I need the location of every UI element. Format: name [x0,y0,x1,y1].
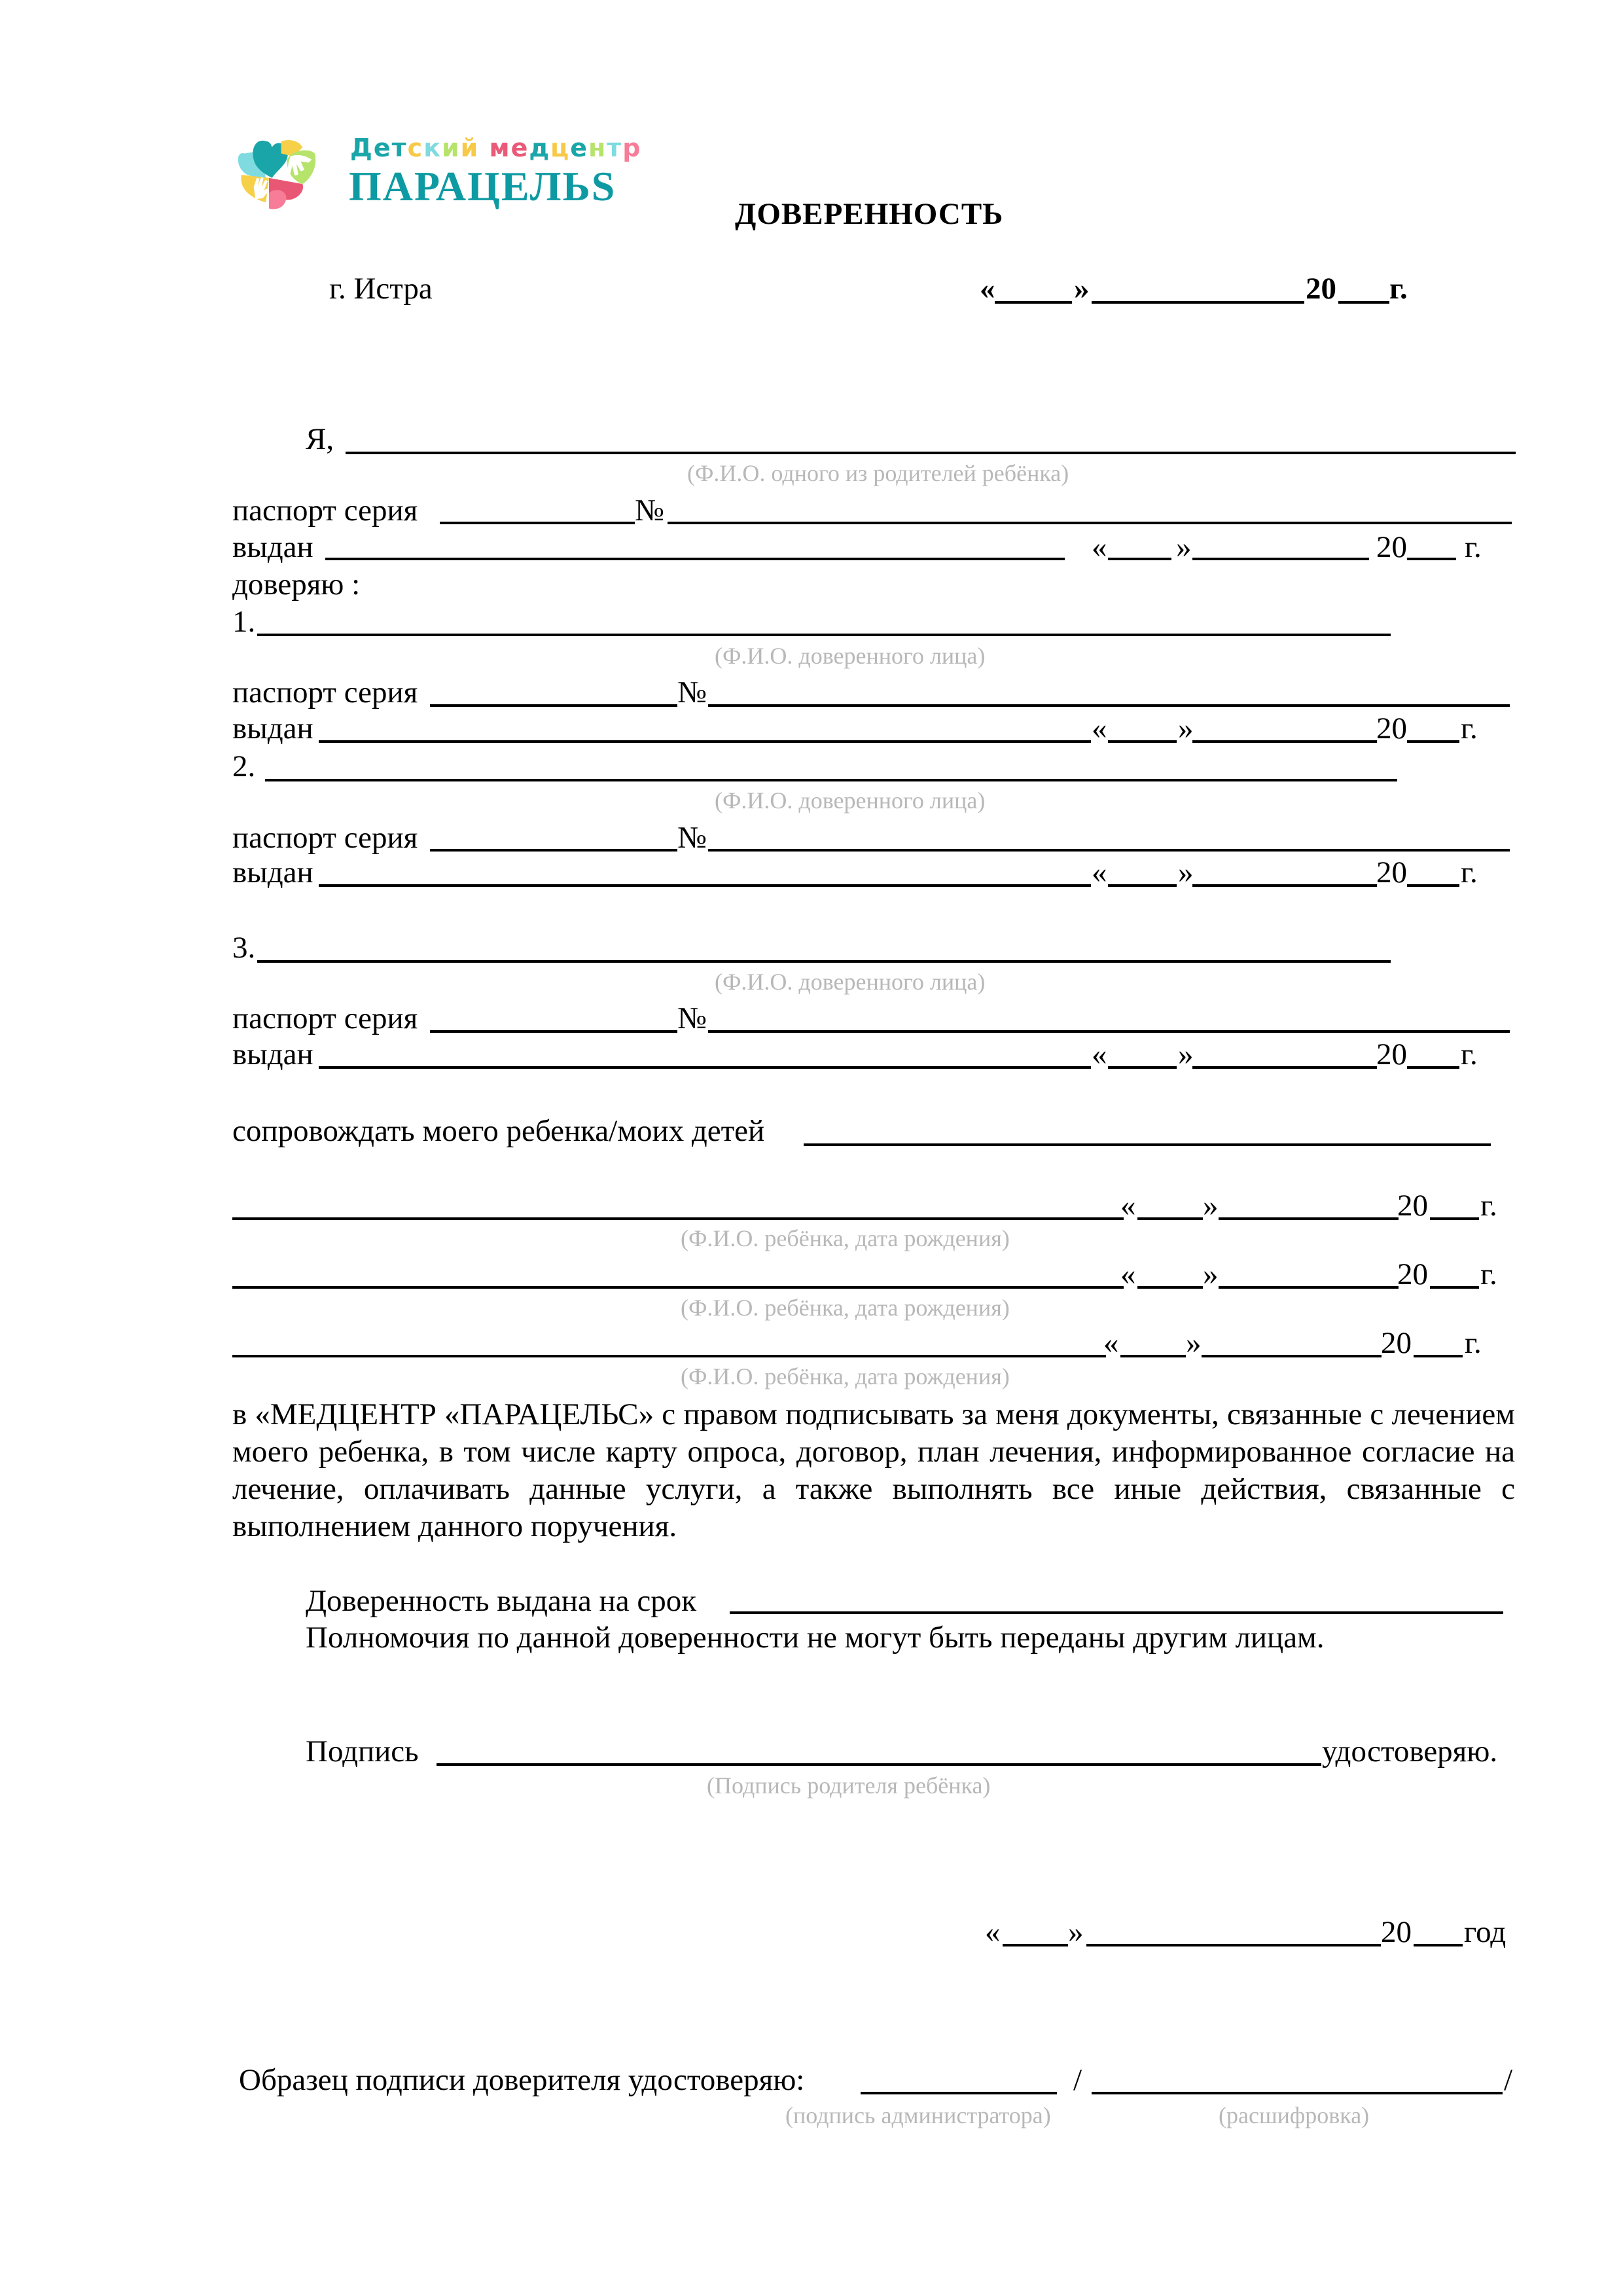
trustee-1-issued-by-field[interactable] [319,740,1091,743]
trustee-1-passport-series-field[interactable] [430,704,677,707]
trustee-1-passport-number-field[interactable] [708,704,1510,707]
signature-hint: (Подпись родителя ребёнка) [707,1772,991,1799]
logo-letter: к [423,134,442,162]
logo-subtitle [350,134,642,162]
child-1-name-field[interactable] [232,1217,1124,1220]
child-1-day-field[interactable] [1137,1217,1203,1220]
admin-signature-hint: (подпись администратора) [785,2102,1051,2128]
logo-letter [479,134,489,162]
admin-signature-field[interactable] [861,2092,1057,2094]
trustee-1-issue-year-field[interactable] [1407,740,1459,743]
footer-year-field[interactable] [1414,1944,1463,1946]
no-transfer-text: Полномочия по данной доверенности не могут быть переданы другим лицам. [306,1621,1325,1655]
accompany-field[interactable] [804,1143,1491,1146]
trustee-3-issue-month-field[interactable] [1192,1066,1377,1069]
logo-letter: с [407,134,424,162]
logo-letter: т [391,134,408,162]
logo-letter: д [529,134,551,162]
trustee-3-issue-day-field[interactable] [1108,1066,1177,1069]
child-3-year-field[interactable] [1414,1355,1463,1357]
trustee-2-name-field[interactable] [265,779,1397,781]
trustee-1-issue-month-field[interactable] [1192,740,1377,743]
parent-signature-field[interactable] [437,1763,1321,1766]
trustee-2-passport-number-field[interactable] [708,849,1510,852]
logo-letter: й [460,134,480,162]
trustee-3-name-field[interactable] [257,960,1391,963]
trustee-3-passport-series-field[interactable] [430,1030,677,1033]
trustee-3-issue-year-field[interactable] [1407,1066,1459,1069]
child-1-month-field[interactable] [1219,1217,1399,1220]
hearts-hands-logo-icon [232,131,324,213]
child-2-day-field[interactable] [1137,1286,1203,1289]
trustee-1-issue-day-field[interactable] [1108,740,1177,743]
logo-letter: ц [550,134,571,162]
logo-letter: е [510,134,529,162]
trustee-1-name-field[interactable] [257,634,1391,636]
logo-name: ПАРАЦЕЛЬS [349,163,616,209]
signature-decode-field[interactable] [1092,2092,1503,2094]
decode-hint: (расшифровка) [1219,2102,1370,2128]
trust-label: доверяю : [232,567,361,601]
trustee-2-issue-year-field[interactable] [1407,884,1459,887]
logo-letter: е [373,134,392,162]
child-2-month-field[interactable] [1219,1286,1399,1289]
principal-name-field[interactable] [346,452,1516,454]
term-label: Доверенность выдана на срок [306,1584,697,1618]
principal-passport-series-field[interactable] [440,522,635,524]
principal-issued-by-field[interactable] [325,558,1065,560]
clinic-logo [232,131,642,216]
logo-letter: Д [350,134,374,162]
child-3-name-field[interactable] [232,1355,1106,1357]
logo-letter: м [489,134,511,162]
principal-passport-number-field[interactable] [668,522,1512,524]
principal-issue-day-field[interactable] [1108,558,1171,560]
signature-suffix: удостоверяю. [1322,1734,1498,1768]
child-3-day-field[interactable] [1120,1355,1186,1357]
child-3-month-field[interactable] [1202,1355,1382,1357]
trustee-2-issued-by-field[interactable] [319,884,1091,887]
city-label: г. Истра [329,272,433,306]
logo-letter: и [441,134,461,162]
logo-letter: н [588,134,607,162]
logo-letter: т [607,134,623,162]
footer-day-field[interactable] [1003,1944,1068,1946]
header-year-field[interactable] [1338,301,1389,304]
child-1-year-field[interactable] [1430,1217,1479,1220]
trustee-3-issued-by-field[interactable] [319,1066,1091,1069]
authority-paragraph: в «МЕДЦЕНТР «ПАРАЦЕЛЬС» с правом подписывать за меня документы, связанные с лечением моего ребенка, в том числе карту опроса, договор, план лечения, информированное согласие на лечение, оплачивать данные услуги, а также выполнять все иные действия, связанные с выполнением данного поручения. [232,1397,1515,1543]
term-field[interactable] [730,1611,1503,1614]
accompany-label: сопровождать моего ребенка/моих детей [232,1114,765,1148]
principal-issue-month-field[interactable] [1192,558,1369,560]
page-title: ДОВЕРЕННОСТЬ [735,197,1004,231]
trustee-2-issue-month-field[interactable] [1192,884,1377,887]
logo-letter: е [570,134,588,162]
trustee-2-passport-series-field[interactable] [430,849,677,852]
header-day-field[interactable] [995,301,1072,304]
trustee-3-passport-number-field[interactable] [708,1030,1510,1033]
principal-name-hint: (Ф.И.О. одного из родителей ребёнка) [687,460,1069,486]
header-month-field[interactable] [1092,301,1304,304]
child-2-year-field[interactable] [1430,1286,1479,1289]
signature-label: Подпись [306,1734,419,1768]
footer-month-field[interactable] [1086,1944,1381,1946]
principal-issue-year-field[interactable] [1407,558,1456,560]
trustee-2-issue-day-field[interactable] [1108,884,1177,887]
logo-letter: р [622,134,642,162]
child-2-name-field[interactable] [232,1286,1124,1289]
